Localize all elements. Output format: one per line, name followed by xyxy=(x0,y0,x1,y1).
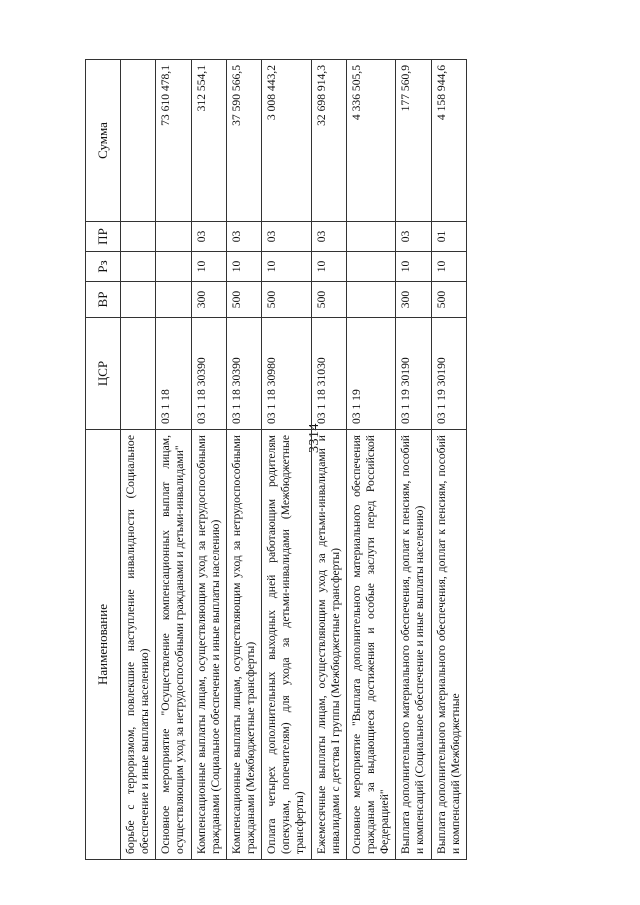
row-rz: 10 xyxy=(396,252,431,282)
row-vr: 500 xyxy=(311,282,346,318)
row-pr xyxy=(346,222,395,252)
row-csr: 03 1 19 xyxy=(346,318,395,430)
row-sum: 177 560,9 xyxy=(396,60,431,222)
row-vr xyxy=(121,282,156,318)
row-vr: 500 xyxy=(431,282,466,318)
row-rz xyxy=(156,252,191,282)
row-rz: 10 xyxy=(191,252,226,282)
table-header-row xyxy=(86,60,121,860)
row-vr: 500 xyxy=(226,282,261,318)
page-number: 3314 xyxy=(307,423,322,453)
row-rz xyxy=(121,252,156,282)
row-sum xyxy=(121,60,156,222)
table-row xyxy=(262,60,311,860)
row-rz: 10 xyxy=(226,252,261,282)
table-row xyxy=(121,60,156,860)
row-name: Оплата четырех дополнительных выходных дней работающим родителям (опекунам, попечителям) для ухода за детьми-инвалидами (Межбюджетные трансферты) xyxy=(262,430,311,860)
table-row xyxy=(431,60,466,860)
row-vr xyxy=(346,282,395,318)
row-pr xyxy=(121,222,156,252)
row-pr: 03 xyxy=(191,222,226,252)
row-pr: 03 xyxy=(262,222,311,252)
row-sum: 32 698 914,3 xyxy=(311,60,346,222)
row-pr: 03 xyxy=(396,222,431,252)
row-sum: 312 554,1 xyxy=(191,60,226,222)
row-rz: 10 xyxy=(431,252,466,282)
row-csr: 03 1 18 31030 xyxy=(311,318,346,430)
table-row xyxy=(156,60,191,860)
row-sum: 4 336 505,5 xyxy=(346,60,395,222)
row-name: борьбе с терроризмом, повлекшие наступление инвалидности (Социальное обеспечение и иные выплаты населению) xyxy=(121,430,156,860)
row-csr xyxy=(121,318,156,430)
row-name: Ежемесячные выплаты лицам, осуществляющим уход за детьми-инвалидами и инвалидами с детства I группы (Межбюджетные трансферты) xyxy=(311,430,346,860)
row-name: Выплата дополнительного материального обеспечения, доплат к пенсиям, пособий и компенсаций (Межбюджетные xyxy=(431,430,466,860)
row-name: Основное мероприятие "Осуществление компенсационных выплат лицам, осуществляющим уход за нетрудоспособными гражданами и детьми-инвалидами" xyxy=(156,430,191,860)
table-row xyxy=(396,60,431,860)
row-csr: 03 1 18 xyxy=(156,318,191,430)
row-sum: 37 590 566,5 xyxy=(226,60,261,222)
header-rz: Рз xyxy=(86,252,121,282)
row-vr: 500 xyxy=(262,282,311,318)
row-rz: 10 xyxy=(262,252,311,282)
table-row xyxy=(311,60,346,860)
row-pr: 03 xyxy=(311,222,346,252)
header-vr: ВР xyxy=(86,282,121,318)
row-csr: 03 1 18 30390 xyxy=(226,318,261,430)
row-name: Компенсационные выплаты лицам, осуществляющим уход за нетрудоспособными гражданами (Межбюджетные трансферты) xyxy=(226,430,261,860)
row-vr: 300 xyxy=(191,282,226,318)
row-rz xyxy=(346,252,395,282)
header-csr: ЦСР xyxy=(86,318,121,430)
table-row xyxy=(346,60,395,860)
row-rz: 10 xyxy=(311,252,346,282)
row-pr: 01 xyxy=(431,222,466,252)
header-pr: ПР xyxy=(86,222,121,252)
table-row xyxy=(226,60,261,860)
row-name: Компенсационные выплаты лицам, осуществляющим уход за нетрудоспособными гражданами (Социальное обеспечение и иные выплаты населению) xyxy=(191,430,226,860)
budget-table xyxy=(85,59,467,860)
row-pr xyxy=(156,222,191,252)
row-sum: 3 008 443,2 xyxy=(262,60,311,222)
row-csr: 03 1 18 30980 xyxy=(262,318,311,430)
row-sum: 73 610 478,1 xyxy=(156,60,191,222)
row-name: Выплата дополнительного материального обеспечения, доплат к пенсиям, пособий и компенсаций (Социальное обеспечение и иные выплаты населению) xyxy=(396,430,431,860)
header-sum: Сумма xyxy=(86,60,121,222)
header-name: Наименование xyxy=(86,430,121,860)
row-csr: 03 1 19 30190 xyxy=(396,318,431,430)
row-csr: 03 1 19 30190 xyxy=(431,318,466,430)
budget-table-container xyxy=(85,60,605,860)
row-csr: 03 1 18 30390 xyxy=(191,318,226,430)
table-row xyxy=(191,60,226,860)
row-vr xyxy=(156,282,191,318)
row-sum: 4 158 944,6 xyxy=(431,60,466,222)
row-vr: 300 xyxy=(396,282,431,318)
row-name: Основное мероприятие "Выплата дополнительного материального обеспечения гражданам за выдающиеся достижения и особые заслуги перед Российской Федерацией" xyxy=(346,430,395,860)
row-pr: 03 xyxy=(226,222,261,252)
